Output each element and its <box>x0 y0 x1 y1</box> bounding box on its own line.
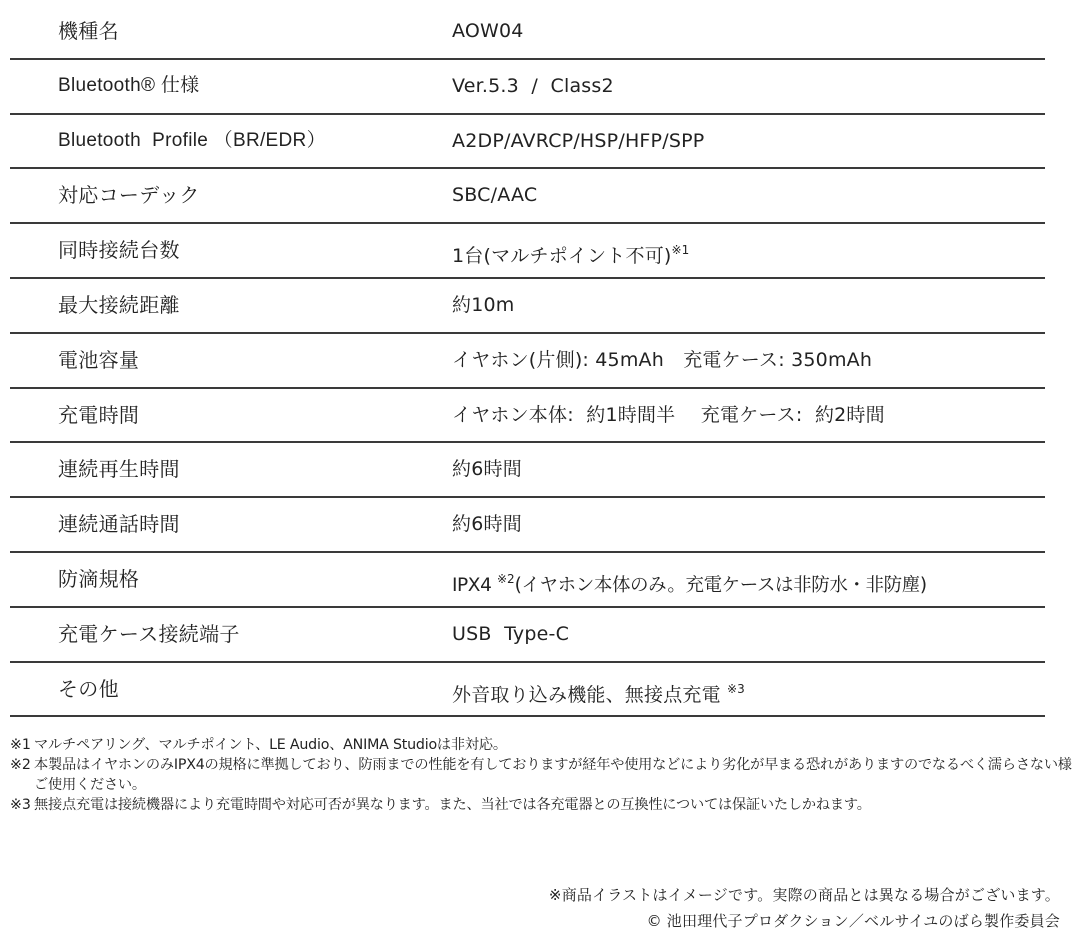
footnote-mark: ※1 <box>10 737 31 753</box>
spec-label: 防滴規格 <box>58 566 140 591</box>
spec-row-simultaneous-connections <box>10 224 1045 279</box>
spec-row-water-resistance <box>10 553 1045 608</box>
spec-label: 機種名 <box>58 19 119 43</box>
spec-label: Bluetooth® 仕様 <box>58 74 200 96</box>
spec-row-bluetooth-spec <box>10 60 1045 115</box>
footnote-mark: ※3 <box>10 797 31 813</box>
footnote-3 <box>10 795 1075 815</box>
spec-label: 連続通話時間 <box>58 512 180 537</box>
spec-row-charging-port <box>10 608 1045 663</box>
spec-value: USB Type-C <box>452 622 570 645</box>
spec-row-other <box>10 663 1045 718</box>
spec-label: 最大接続距離 <box>58 292 180 317</box>
spec-label: 対応コーデック <box>58 183 200 208</box>
spec-value: 1台(マルチポイント不可)$^{※1}$ <box>452 243 690 268</box>
spec-value: SBC/AAC <box>452 184 538 207</box>
spec-row-model <box>10 5 1045 60</box>
spec-label: 電池容量 <box>58 347 140 372</box>
image-disclaimer: ※商品イラストはイメージです。実際の商品とは異なる場合がございます。 <box>548 886 1060 904</box>
footnote-ref: ※3 <box>727 681 745 696</box>
spec-table <box>10 5 1045 717</box>
spec-value: 約6時間 <box>452 513 522 536</box>
spec-value: AOW04 <box>452 20 524 42</box>
footer <box>549 882 1060 934</box>
spec-row-codec <box>10 169 1045 224</box>
spec-value: 約6時間 <box>452 458 522 481</box>
spec-label: 連続再生時間 <box>58 457 180 482</box>
spec-row-max-distance <box>10 279 1045 334</box>
footnote-ref: ※2 <box>496 571 515 586</box>
spec-value: Ver.5.3 / Class2 <box>452 74 614 97</box>
spec-value: 外音取り込み機能、無接点充電 $^{※3}$ <box>452 681 745 706</box>
spec-row-charge-time <box>10 389 1045 444</box>
spec-label: Bluetooth Profile （BR/EDR） <box>58 129 326 151</box>
footnote-2 <box>10 755 1075 795</box>
spec-label: その他 <box>58 676 119 701</box>
spec-label: 充電ケース接続端子 <box>58 621 240 646</box>
spec-value: A2DP/AVRCP/HSP/HFP/SPP <box>452 129 705 152</box>
copyright: © 池田理代子プロダクション／ベルサイユのばら製作委員会 <box>646 912 1060 930</box>
spec-row-bluetooth-profile <box>10 115 1045 170</box>
spec-row-battery <box>10 334 1045 389</box>
spec-row-playback-time <box>10 443 1045 498</box>
footnote-text: マルチペアリング、マルチポイント、LE Audio、ANIMA Studioは非対応。 <box>34 737 507 753</box>
spec-value: 約10m <box>452 293 515 316</box>
spec-value: イヤホン本体: 約1時間半 充電ケース: 約2時間 <box>452 403 885 426</box>
spec-label: 同時接続台数 <box>58 238 180 263</box>
footnotes <box>10 735 1075 815</box>
footnote-ref: ※1 <box>671 243 690 258</box>
footnote-mark: ※2 <box>10 757 31 773</box>
footnote-text: 無接点充電は接続機器により充電時間や対応可否が異なります。また、当社では各充電器との互換性については保証いたしかねます。 <box>34 797 871 813</box>
spec-row-talk-time <box>10 498 1045 553</box>
footnote-text: 本製品はイヤホンのみIPX4の規格に準拠しており、防雨までの性能を有しておりますが経年や使用などにより劣化が早まる恐れがありますのでなるべく濡らさない様ご使用ください。 <box>34 757 1072 793</box>
footnote-1 <box>10 735 1075 755</box>
spec-value: イヤホン(片側): 45mAh 充電ケース: 350mAh <box>452 348 873 371</box>
spec-value: IPX4 $^{※2}$(イヤホン本体のみ。充電ケースは非防水・非防塵) <box>452 571 927 596</box>
spec-label: 充電時間 <box>58 402 140 427</box>
